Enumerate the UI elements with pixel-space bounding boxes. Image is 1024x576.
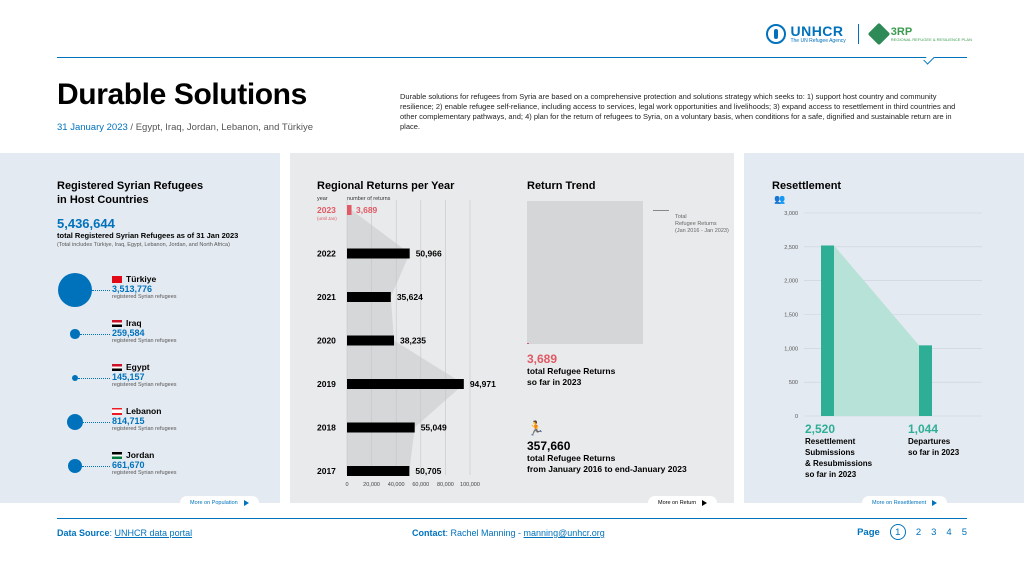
more-on-return-label: More on Return — [658, 500, 697, 506]
returns-x-tick-label: 40,000 — [387, 482, 405, 488]
returns-bar — [347, 292, 391, 302]
returns-value-label: 35,624 — [396, 292, 423, 302]
play-arrow-icon — [932, 500, 937, 506]
returns-value-label: 50,966 — [415, 248, 442, 259]
submissions-label-line4: so far in 2023 — [805, 470, 857, 479]
page-link-1[interactable]: 1 — [890, 524, 906, 540]
returns-2023-square — [527, 343, 529, 344]
people-icon: 👥 — [774, 194, 786, 204]
returns-bar — [347, 466, 409, 476]
returns-year-label: 2018 — [317, 422, 336, 433]
returns-total-label-line1: total Refugee Returns — [527, 453, 616, 463]
returns-total-label-line2: from January 2016 to end-January 2023 — [527, 464, 687, 474]
returns-2023-label — [527, 366, 647, 388]
returns-bar — [347, 423, 415, 433]
returns-year-label: 2023 — [317, 205, 336, 215]
threerp-name: 3RP — [890, 25, 913, 38]
country-name: Egypt — [126, 362, 150, 372]
lb-flag-icon — [112, 408, 122, 415]
country-leader-line — [83, 422, 110, 423]
resettlement-connector-area — [834, 245, 919, 416]
country-value: 661,670 — [112, 460, 145, 470]
returns-title: Regional Returns per Year — [317, 180, 455, 192]
returns-year-label: 2022 — [317, 248, 336, 259]
country-label: registered Syrian refugees — [112, 470, 177, 476]
play-arrow-icon — [244, 500, 249, 506]
page-link-4[interactable]: 4 — [946, 526, 952, 538]
resettlement-bar — [821, 245, 834, 416]
returns-total-value: 357,660 — [527, 439, 571, 453]
return-trend-title: Return Trend — [527, 180, 596, 192]
submissions-value: 2,520 — [805, 422, 836, 436]
more-on-resettlement-label: More on Resettlement — [872, 500, 927, 506]
eg-flag-icon — [112, 364, 122, 371]
registered-title-line2: in Host Countries — [57, 194, 149, 206]
trend-note-line2: Refugee Returns — [675, 221, 717, 227]
returns-2023-label-line2: so far in 2023 — [527, 377, 582, 387]
returns-year-label: 2017 — [317, 466, 336, 476]
returns-x-tick-label: 80,000 — [436, 482, 454, 488]
resettlement-bar — [919, 345, 932, 416]
country-name: Iraq — [126, 318, 142, 328]
country-item — [112, 318, 177, 344]
header-logos — [766, 24, 972, 44]
returns-bar — [347, 336, 394, 346]
more-on-population-button[interactable] — [180, 496, 259, 510]
submissions-label-line2: Submissions — [805, 448, 855, 457]
country-item — [112, 362, 177, 388]
data-source-link[interactable]: UNHCR data portal — [114, 528, 193, 538]
resettlement-y-tick-label: 3,000 — [784, 211, 798, 217]
returns-value-label: 94,971 — [469, 379, 496, 389]
threerp-emblem-icon — [867, 23, 890, 46]
iq-flag-icon — [112, 320, 122, 327]
registered-title-line1: Registered Syrian Refugees — [57, 180, 204, 192]
country-name: Jordan — [126, 450, 155, 460]
country-label: registered Syrian refugees — [112, 426, 177, 432]
returns-bar-chart — [300, 200, 500, 495]
play-arrow-icon — [702, 500, 707, 506]
returns-bar — [347, 249, 410, 259]
jo-flag-icon — [112, 452, 122, 459]
contact — [412, 528, 605, 538]
departures-label-line1: Departures — [908, 437, 951, 446]
page-link-5[interactable]: 5 — [961, 526, 967, 538]
country-item — [112, 274, 177, 300]
returns-year-label: 2021 — [317, 292, 336, 302]
country-name: Lebanon — [126, 406, 162, 416]
more-on-return-button[interactable] — [648, 496, 717, 510]
resettlement-y-tick-label: 1,500 — [784, 312, 798, 319]
country-value: 814,715 — [112, 416, 145, 426]
data-source-label: Data Source — [57, 528, 110, 538]
threerp-tagline: REGIONAL REFUGEE & RESILIENCE PLAN — [890, 36, 972, 42]
country-label: registered Syrian refugees — [112, 338, 177, 344]
country-leader-line — [82, 466, 110, 467]
report-date: 31 January 2023 — [57, 122, 128, 133]
intro-paragraph: Durable solutions for refugees from Syria are based on a comprehensive protection and solutions strategy which seeks to: 1) support host country and community resilience; 2) enable refugee self-reliance, including access to services, legal work opportunities and livelihoods; 3) expand access to resettlement in third countries and other complementary pathways, and; 4) plan for the return of refugees to Syria, on a voluntary basis, when conditions for a safe, dignified and sustainable return are in place. — [400, 92, 956, 131]
returns-value-label: 3,689 — [356, 205, 378, 215]
tr-flag-icon — [112, 276, 122, 283]
pagination-label: Page — [857, 526, 880, 538]
returns-x-tick-label: 0 — [345, 482, 349, 488]
contact-email-link[interactable]: manning@unhcr.org — [523, 528, 605, 538]
page-subtitle — [57, 122, 313, 133]
country-leader-line — [78, 378, 110, 379]
resettlement-title: Resettlement — [772, 180, 842, 192]
page-link-2[interactable]: 2 — [915, 526, 922, 538]
returns-bar — [347, 205, 352, 215]
returns-year-header: year — [317, 196, 328, 202]
more-on-population-label: More on Population — [190, 500, 238, 506]
departures-label — [908, 436, 959, 458]
returns-x-tick-label: 100,000 — [460, 482, 480, 488]
resettlement-y-tick-label: 0 — [794, 414, 798, 420]
registered-refugees-title — [57, 179, 203, 207]
resettlement-bar-chart — [750, 205, 990, 425]
returns-number-header: number of returns — [347, 196, 391, 202]
returns-year-label: 2020 — [317, 335, 336, 346]
logo-divider — [858, 24, 859, 44]
resettlement-y-tick-label: 2,500 — [784, 244, 798, 251]
submissions-label-line3: & Resubmissions — [805, 459, 873, 468]
country-bubble — [70, 329, 79, 338]
returns-value-label: 38,235 — [400, 335, 427, 346]
country-item — [112, 406, 177, 432]
running-person-icon: 🏃 — [527, 420, 545, 436]
returns-2023-label-line1: total Refugee Returns — [527, 366, 616, 376]
unhcr-tagline: The UN Refugee Agency — [790, 38, 846, 44]
departures-value: 1,044 — [908, 422, 939, 436]
returns-value-label: 50,705 — [415, 466, 442, 476]
registered-total-label: total Registered Syrian Refugees as of 31 Jan 2023 — [57, 231, 239, 240]
registered-total: 5,436,644 — [57, 216, 115, 231]
page-title: Durable Solutions — [57, 78, 307, 111]
registered-total-note: (Total includes Türkiye, Iraq, Egypt, Lebanon, Jordan, and North Africa) — [57, 242, 230, 248]
footer-divider — [57, 518, 967, 519]
returns-bar — [347, 379, 464, 389]
resettlement-y-tick-label: 1,000 — [784, 346, 798, 353]
report-scope: / Egypt, Iraq, Jordan, Lebanon, and Türkiye — [127, 122, 313, 133]
country-leader-line — [92, 290, 110, 291]
country-value: 259,584 — [112, 328, 145, 338]
returns-x-tick-label: 20,000 — [363, 482, 381, 488]
resettlement-y-tick-label: 500 — [788, 380, 798, 387]
threerp-logo[interactable] — [871, 26, 972, 42]
submissions-label — [805, 436, 872, 480]
trend-leader-line — [653, 210, 669, 211]
returns-total-label — [527, 453, 727, 475]
submissions-label-line1: Resettlement — [805, 437, 856, 446]
country-label: registered Syrian refugees — [112, 382, 177, 388]
more-on-resettlement-button[interactable] — [862, 496, 947, 510]
data-source: Data Source: UNHCR data portal — [57, 528, 193, 538]
returns-year-note: (until Jan) — [317, 216, 337, 221]
trend-note-line3: (Jan 2016 - Jan 2023) — [675, 228, 729, 234]
returns-year-label: 2019 — [317, 379, 336, 389]
trend-note — [675, 214, 735, 235]
country-leader-line — [80, 334, 110, 335]
unhcr-logo[interactable] — [766, 24, 845, 44]
country-item — [112, 450, 177, 476]
contact-name: : Rachel Manning - — [445, 528, 524, 538]
country-bubble — [58, 273, 92, 307]
country-value: 3,513,776 — [112, 284, 153, 294]
unhcr-name: UNHCR — [790, 23, 844, 39]
contact-label: Contact — [412, 528, 446, 538]
returns-x-tick-label: 60,000 — [412, 482, 430, 488]
total-returns-square — [527, 201, 643, 344]
trend-note-line1: Total — [675, 214, 687, 220]
country-name: Türkiye — [126, 274, 157, 284]
returns-2023-value: 3,689 — [527, 352, 558, 366]
country-label: registered Syrian refugees — [112, 294, 177, 300]
header-notch — [923, 53, 934, 64]
unhcr-emblem-icon — [766, 24, 786, 44]
departures-label-line2: so far in 2023 — [908, 448, 960, 457]
country-value: 145,157 — [112, 372, 145, 382]
returns-value-label: 55,049 — [420, 422, 447, 433]
pagination — [857, 524, 967, 540]
header-divider — [57, 57, 967, 58]
resettlement-y-tick-label: 2,000 — [784, 278, 798, 285]
page-link-3[interactable]: 3 — [931, 526, 937, 538]
